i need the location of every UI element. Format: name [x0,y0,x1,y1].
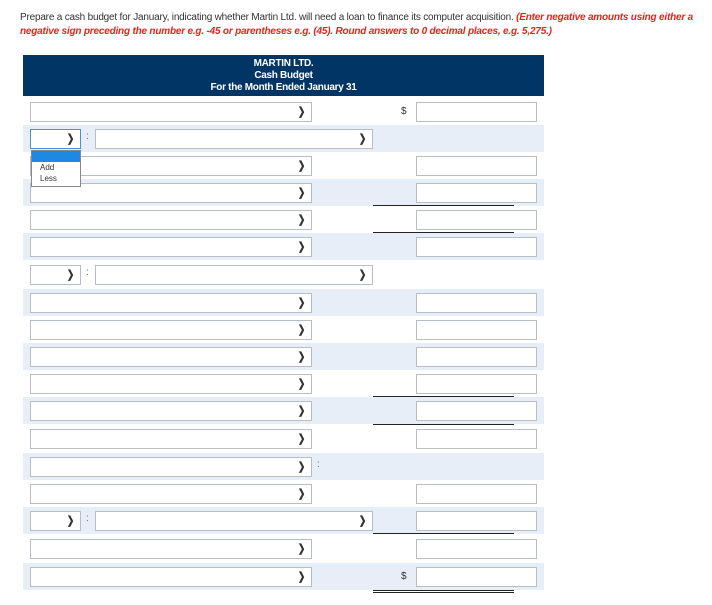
table-row [23,370,544,397]
line-item-select[interactable] [30,374,312,394]
chevron-down-icon: ❯ [297,461,306,473]
add-less-select[interactable] [30,511,81,531]
table-row [23,289,544,316]
chevron-down-icon: ❯ [297,433,306,445]
chevron-down-icon: ❯ [297,543,306,555]
line-item-select[interactable] [30,293,312,313]
subtotal-underline [373,533,514,534]
amount-input[interactable] [416,401,537,421]
line-item-select[interactable] [30,237,312,257]
table-row [23,343,544,370]
chevron-down-icon: ❯ [297,488,306,500]
amount-input[interactable] [416,539,537,559]
instructions [20,11,700,39]
chevron-down-icon: ❯ [297,187,306,199]
dropdown-option-blank[interactable] [32,151,80,162]
chevron-down-icon: ❯ [358,133,367,145]
chevron-down-icon: ❯ [358,515,367,527]
amount-input[interactable] [416,210,537,230]
line-item-select[interactable] [95,511,373,531]
table-row [23,397,544,424]
chevron-down-icon: ❯ [297,241,306,253]
dropdown-option-add[interactable]: Add [40,163,55,172]
amount-input[interactable] [416,429,537,449]
chevron-down-icon: ❯ [297,571,306,583]
line-item-select[interactable] [30,539,312,559]
amount-input[interactable] [416,293,537,313]
chevron-down-icon: ❯ [358,269,367,281]
table-row [23,425,544,452]
chevron-down-icon: ❯ [297,297,306,309]
currency-symbol: $ [401,571,407,582]
table-row [23,206,544,233]
chevron-down-icon: ❯ [66,133,75,145]
table-row [23,261,544,288]
chevron-down-icon: ❯ [66,269,75,281]
table-row [23,535,544,562]
chevron-down-icon: ❯ [66,515,75,527]
amount-input[interactable] [416,567,537,587]
currency-symbol: $ [401,106,407,117]
amount-input[interactable] [416,484,537,504]
line-item-select[interactable] [95,129,373,149]
line-item-select[interactable] [30,347,312,367]
chevron-down-icon: ❯ [297,351,306,363]
colon: : [86,131,89,142]
table-row [23,316,544,343]
add-less-dropdown-menu [31,150,81,187]
colon: : [317,459,320,470]
table-row [23,98,544,125]
amount-input[interactable] [416,237,537,257]
line-item-select[interactable] [30,401,312,421]
add-less-select[interactable] [30,265,81,285]
line-item-select[interactable] [30,320,312,340]
amount-input[interactable] [416,511,537,531]
chevron-down-icon: ❯ [297,214,306,226]
line-item-select[interactable] [30,102,312,122]
chevron-down-icon: ❯ [297,106,306,118]
chevron-down-icon: ❯ [297,324,306,336]
statement-title: Cash Budget [254,70,313,81]
instructions-note: (Enter negative amounts using either a negative sign preceding the number e.g. -45 or parentheses e.g. (45). Round answers to 0 decimal places, e.g. 5,275.) [20,12,694,37]
company-name: MARTIN LTD. [253,58,314,69]
chevron-down-icon: ❯ [297,405,306,417]
colon: : [86,513,89,524]
amount-input[interactable] [416,102,537,122]
total-double-underline [373,590,514,593]
line-item-select[interactable] [30,210,312,230]
line-item-select[interactable] [30,429,312,449]
table-row [23,507,544,534]
chevron-down-icon: ❯ [297,160,306,172]
table-row [23,125,544,152]
add-less-select[interactable] [30,129,81,149]
table-row [23,480,544,507]
amount-input[interactable] [416,183,537,203]
table-row [23,233,544,260]
colon: : [86,267,89,278]
instructions-text: Prepare a cash budget for January, indicating whether Martin Ltd. will need a loan to finance its computer acquisition. [20,12,514,23]
table-row [23,563,544,590]
table-row [23,453,544,480]
amount-input[interactable] [416,374,537,394]
line-item-select[interactable] [95,265,373,285]
amount-input[interactable] [416,347,537,367]
amount-input[interactable] [416,156,537,176]
budget-header [23,55,544,96]
amount-input[interactable] [416,320,537,340]
line-item-select[interactable] [30,457,312,477]
table-row [23,179,544,206]
table-row [23,152,544,179]
statement-period: For the Month Ended January 31 [210,82,357,93]
chevron-down-icon: ❯ [297,378,306,390]
line-item-select[interactable] [30,567,312,587]
dropdown-option-less[interactable]: Less [40,174,57,183]
line-item-select[interactable] [30,484,312,504]
